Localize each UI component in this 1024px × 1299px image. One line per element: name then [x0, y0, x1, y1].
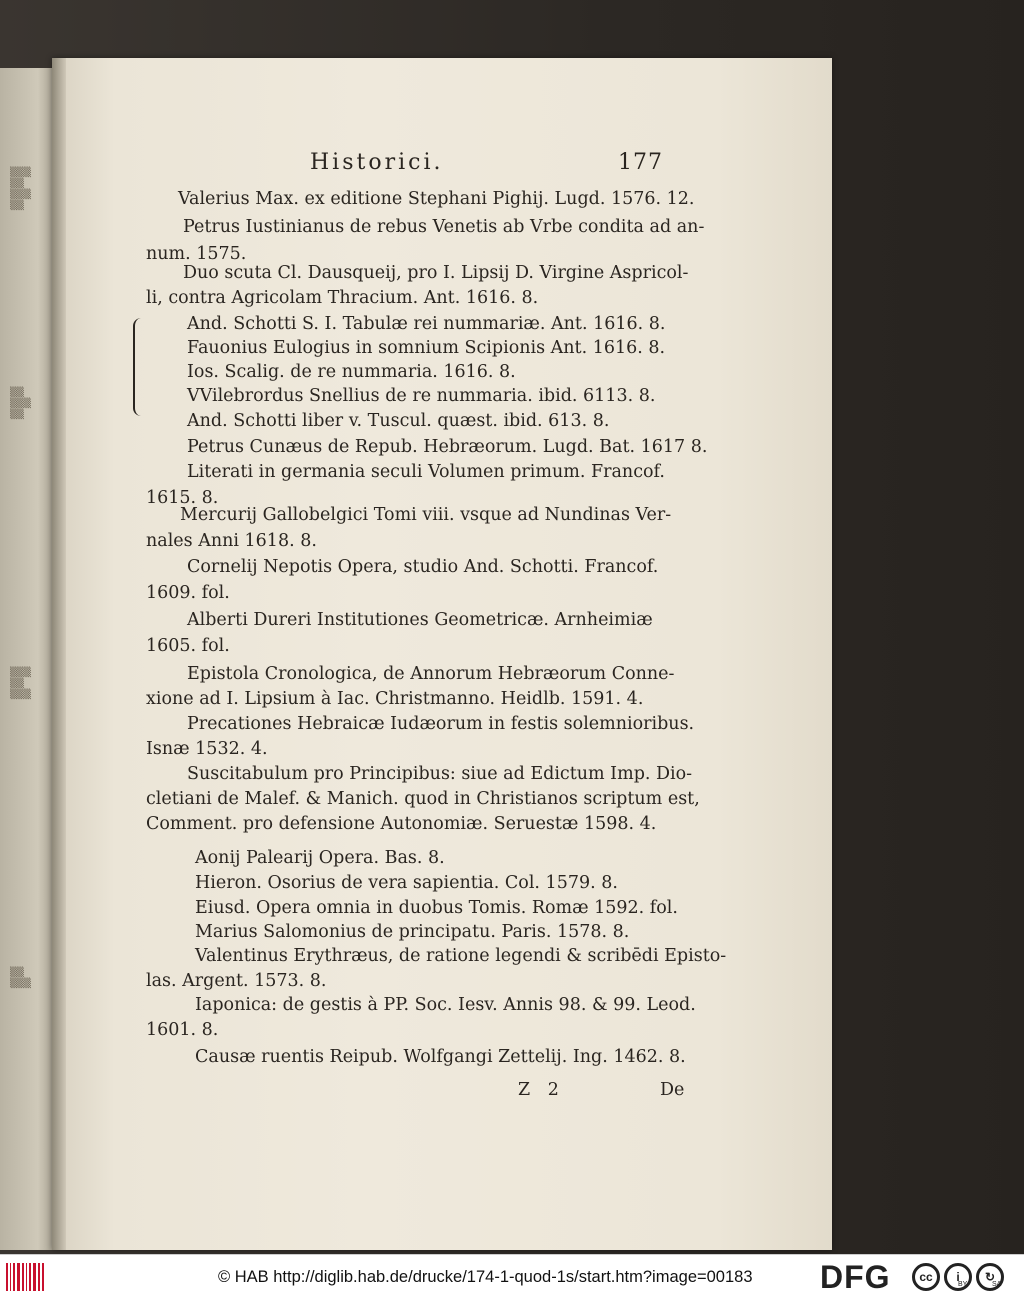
by-icon: i [944, 1263, 972, 1291]
cc-icon: cc [912, 1263, 940, 1291]
entry-line: Iaponica: de gestis à PP. Soc. Iesv. Annis 98. & 99. Leod. [195, 995, 696, 1015]
copyright-credit[interactable]: © HAB http://diglib.hab.de/drucke/174-1-quod-1s/start.htm?image=00183 [218, 1268, 753, 1286]
cc-license-icon[interactable] [912, 1261, 1020, 1293]
entry-line: cletiani de Malef. & Manich. quod in Christianos scriptum est, [146, 789, 700, 809]
entry-line: nales Anni 1618. 8. [146, 531, 317, 551]
cc-sa-label: SA [992, 1281, 1002, 1288]
entry-line: Marius Salomonius de principatu. Paris. 1578. 8. [195, 922, 630, 942]
entry-line: Comment. pro defensione Autonomiæ. Seruestæ 1598. 4. [146, 814, 657, 834]
running-head: Historici. [310, 150, 444, 175]
hab-logo-icon [6, 1263, 46, 1291]
entry-line: Petrus Cunæus de Repub. Hebræorum. Lugd. Bat. 1617 8. [187, 437, 708, 457]
entry-line: li, contra Agricolam Thracium. Ant. 1616. 8. [146, 288, 539, 308]
entry-line: Valentinus Erythræus, de ratione legendi & scribēdi Episto- [195, 946, 727, 966]
viewer-footer [0, 1254, 1024, 1299]
entry-line: xione ad I. Lipsium à Iac. Christmanno. Heidlb. 1591. 4. [146, 689, 644, 709]
entry-line: VVilebrordus Snellius de re nummaria. ibid. 6113. 8. [187, 386, 656, 406]
entry-line: Cornelij Nepotis Opera, studio And. Schotti. Francof. [187, 557, 659, 577]
entry-line: And. Schotti S. I. Tabulæ rei nummariæ. Ant. 1616. 8. [187, 314, 666, 334]
entry-line: Suscitabulum pro Principibus: siue ad Edictum Imp. Dio- [187, 764, 693, 784]
dfg-logo-icon: DFG [820, 1259, 891, 1295]
entry-line: 1601. 8. [146, 1020, 219, 1040]
sa-icon: ↻ [976, 1263, 1004, 1291]
entry-line: Causæ ruentis Reipub. Wolfgangi Zettelij. Ing. 1462. 8. [195, 1047, 686, 1067]
entry-line: Isnæ 1532. 4. [146, 739, 268, 759]
entry-line: Mercurij Gallobelgici Tomi viii. vsque ad Nundinas Ver- [180, 505, 672, 525]
entry-line: 1615. 8. [146, 488, 219, 508]
entry-line: And. Schotti liber v. Tuscul. quæst. ibid. 613. 8. [187, 411, 610, 431]
entry-line: las. Argent. 1573. 8. [146, 971, 327, 991]
adjacent-page-edge: ▒▒▒ ▒▒ ▒▒▒ ▒▒ ▒▒ ▒▒▒ ▒▒ ▒▒▒ ▒▒ ▒▒▒ ▒▒ ▒▒▒ [0, 68, 54, 1250]
entry-line: num. 1575. [146, 244, 247, 264]
entry-line: Valerius Max. ex editione Stephani Pighij. Lugd. 1576. 12. [178, 189, 695, 209]
catchword: De [660, 1080, 685, 1100]
entry-line: Epistola Cronologica, de Annorum Hebræorum Conne- [187, 664, 675, 684]
page-number: 177 [618, 150, 663, 175]
cc-by-label: BY [958, 1281, 968, 1288]
entry-line: Literati in germania seculi Volumen primum. Francof. [187, 462, 665, 482]
entry-line: Petrus Iustinianus de rebus Venetis ab Vrbe condita ad an- [183, 217, 705, 237]
entry-line: Fauonius Eulogius in somnium Scipionis Ant. 1616. 8. [187, 338, 666, 358]
entry-line: Duo scuta Cl. Dausqueij, pro I. Lipsij D. Virgine Aspricol- [183, 263, 689, 283]
entry-line: 1609. fol. [146, 583, 230, 603]
grouping-brace [133, 318, 145, 416]
entry-line: Alberti Dureri Institutiones Geometricæ. Arnheimiæ [187, 610, 653, 630]
signature-mark: Z 2 [518, 1080, 565, 1100]
entry-line: Hieron. Osorius de vera sapientia. Col. 1579. 8. [195, 873, 618, 893]
entry-line: Aonij Palearij Opera. Bas. 8. [195, 848, 445, 868]
entry-line: Ios. Scalig. de re nummaria. 1616. 8. [187, 362, 516, 382]
page-fold-shadow [52, 58, 66, 1250]
entry-line: 1605. fol. [146, 636, 230, 656]
entry-line: Eiusd. Opera omnia in duobus Tomis. Romæ 1592. fol. [195, 898, 678, 918]
entry-line: Precationes Hebraicæ Iudæorum in festis solemnioribus. [187, 714, 695, 734]
